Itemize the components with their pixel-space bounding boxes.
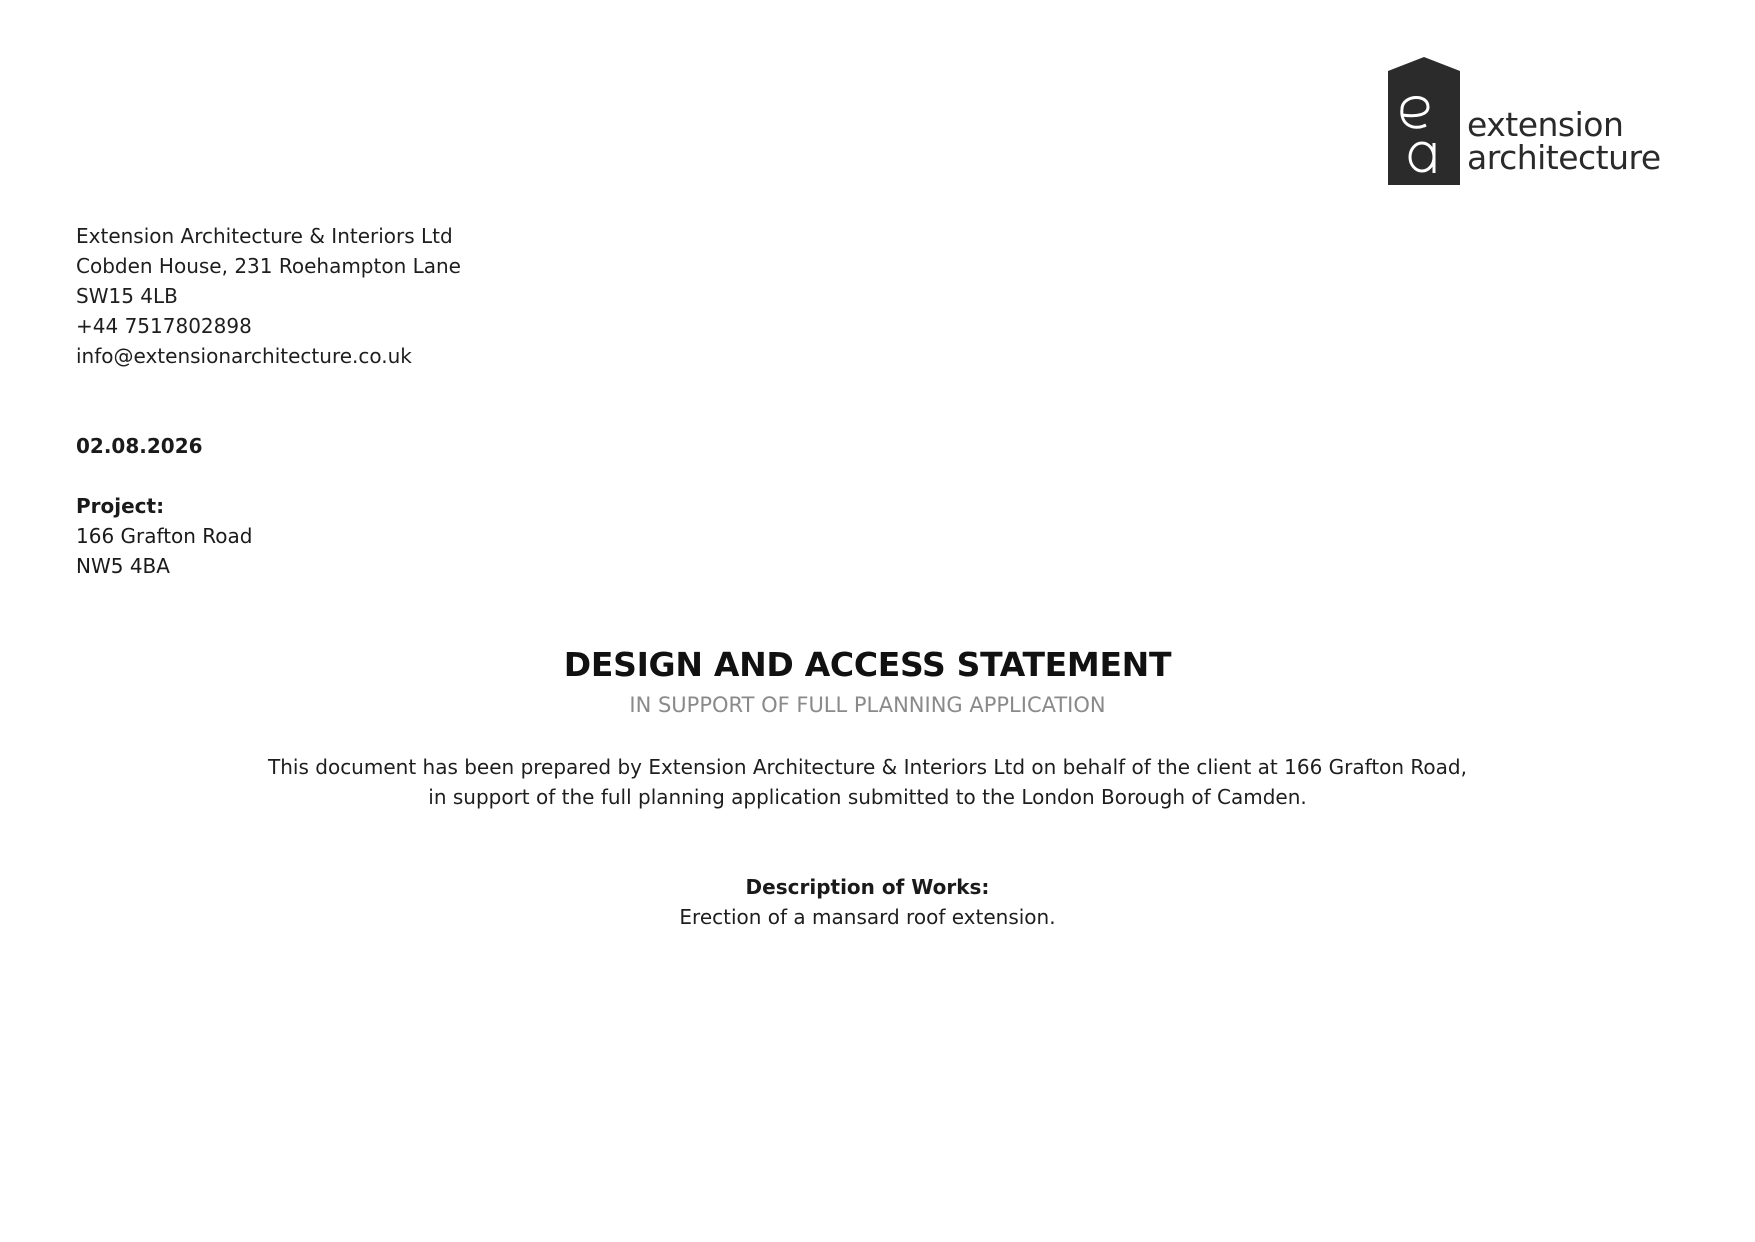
- project-address-line-2: NW5 4BA: [76, 554, 170, 578]
- works-label: Description of Works:: [745, 875, 990, 899]
- company-street: Cobden House, 231 Roehampton Lane: [76, 254, 461, 278]
- intro-paragraph: [0, 752, 1735, 812]
- company-phone: +44 7517802898: [76, 314, 252, 338]
- company-address: [76, 221, 461, 371]
- logo-wordmark: [1467, 105, 1661, 177]
- project-address-line-1: 166 Grafton Road: [76, 524, 253, 548]
- company-email: info@extensionarchitecture.co.uk: [76, 344, 412, 368]
- project-block: [76, 491, 253, 581]
- document-title: DESIGN AND ACCESS STATEMENT: [563, 645, 1172, 684]
- company-logo: [1388, 57, 1670, 185]
- works-description: Erection of a mansard roof extension.: [679, 905, 1056, 929]
- intro-line-2: in support of the full planning application submitted to the London Borough of Camden.: [428, 785, 1307, 809]
- house-logo-mark: [1388, 57, 1460, 185]
- company-postcode: SW15 4LB: [76, 284, 178, 308]
- intro-line-1: This document has been prepared by Extension Architecture & Interiors Ltd on behalf of the client at 166 Grafton Road,: [268, 755, 1467, 779]
- logo-line-2: architecture: [1467, 138, 1661, 177]
- project-label: Project:: [76, 494, 165, 518]
- logo-line-1: extension: [1467, 105, 1624, 144]
- document-subtitle: IN SUPPORT OF FULL PLANNING APPLICATION: [629, 693, 1106, 717]
- document-date: 02.08.2026: [76, 434, 203, 458]
- company-name: Extension Architecture & Interiors Ltd: [76, 224, 453, 248]
